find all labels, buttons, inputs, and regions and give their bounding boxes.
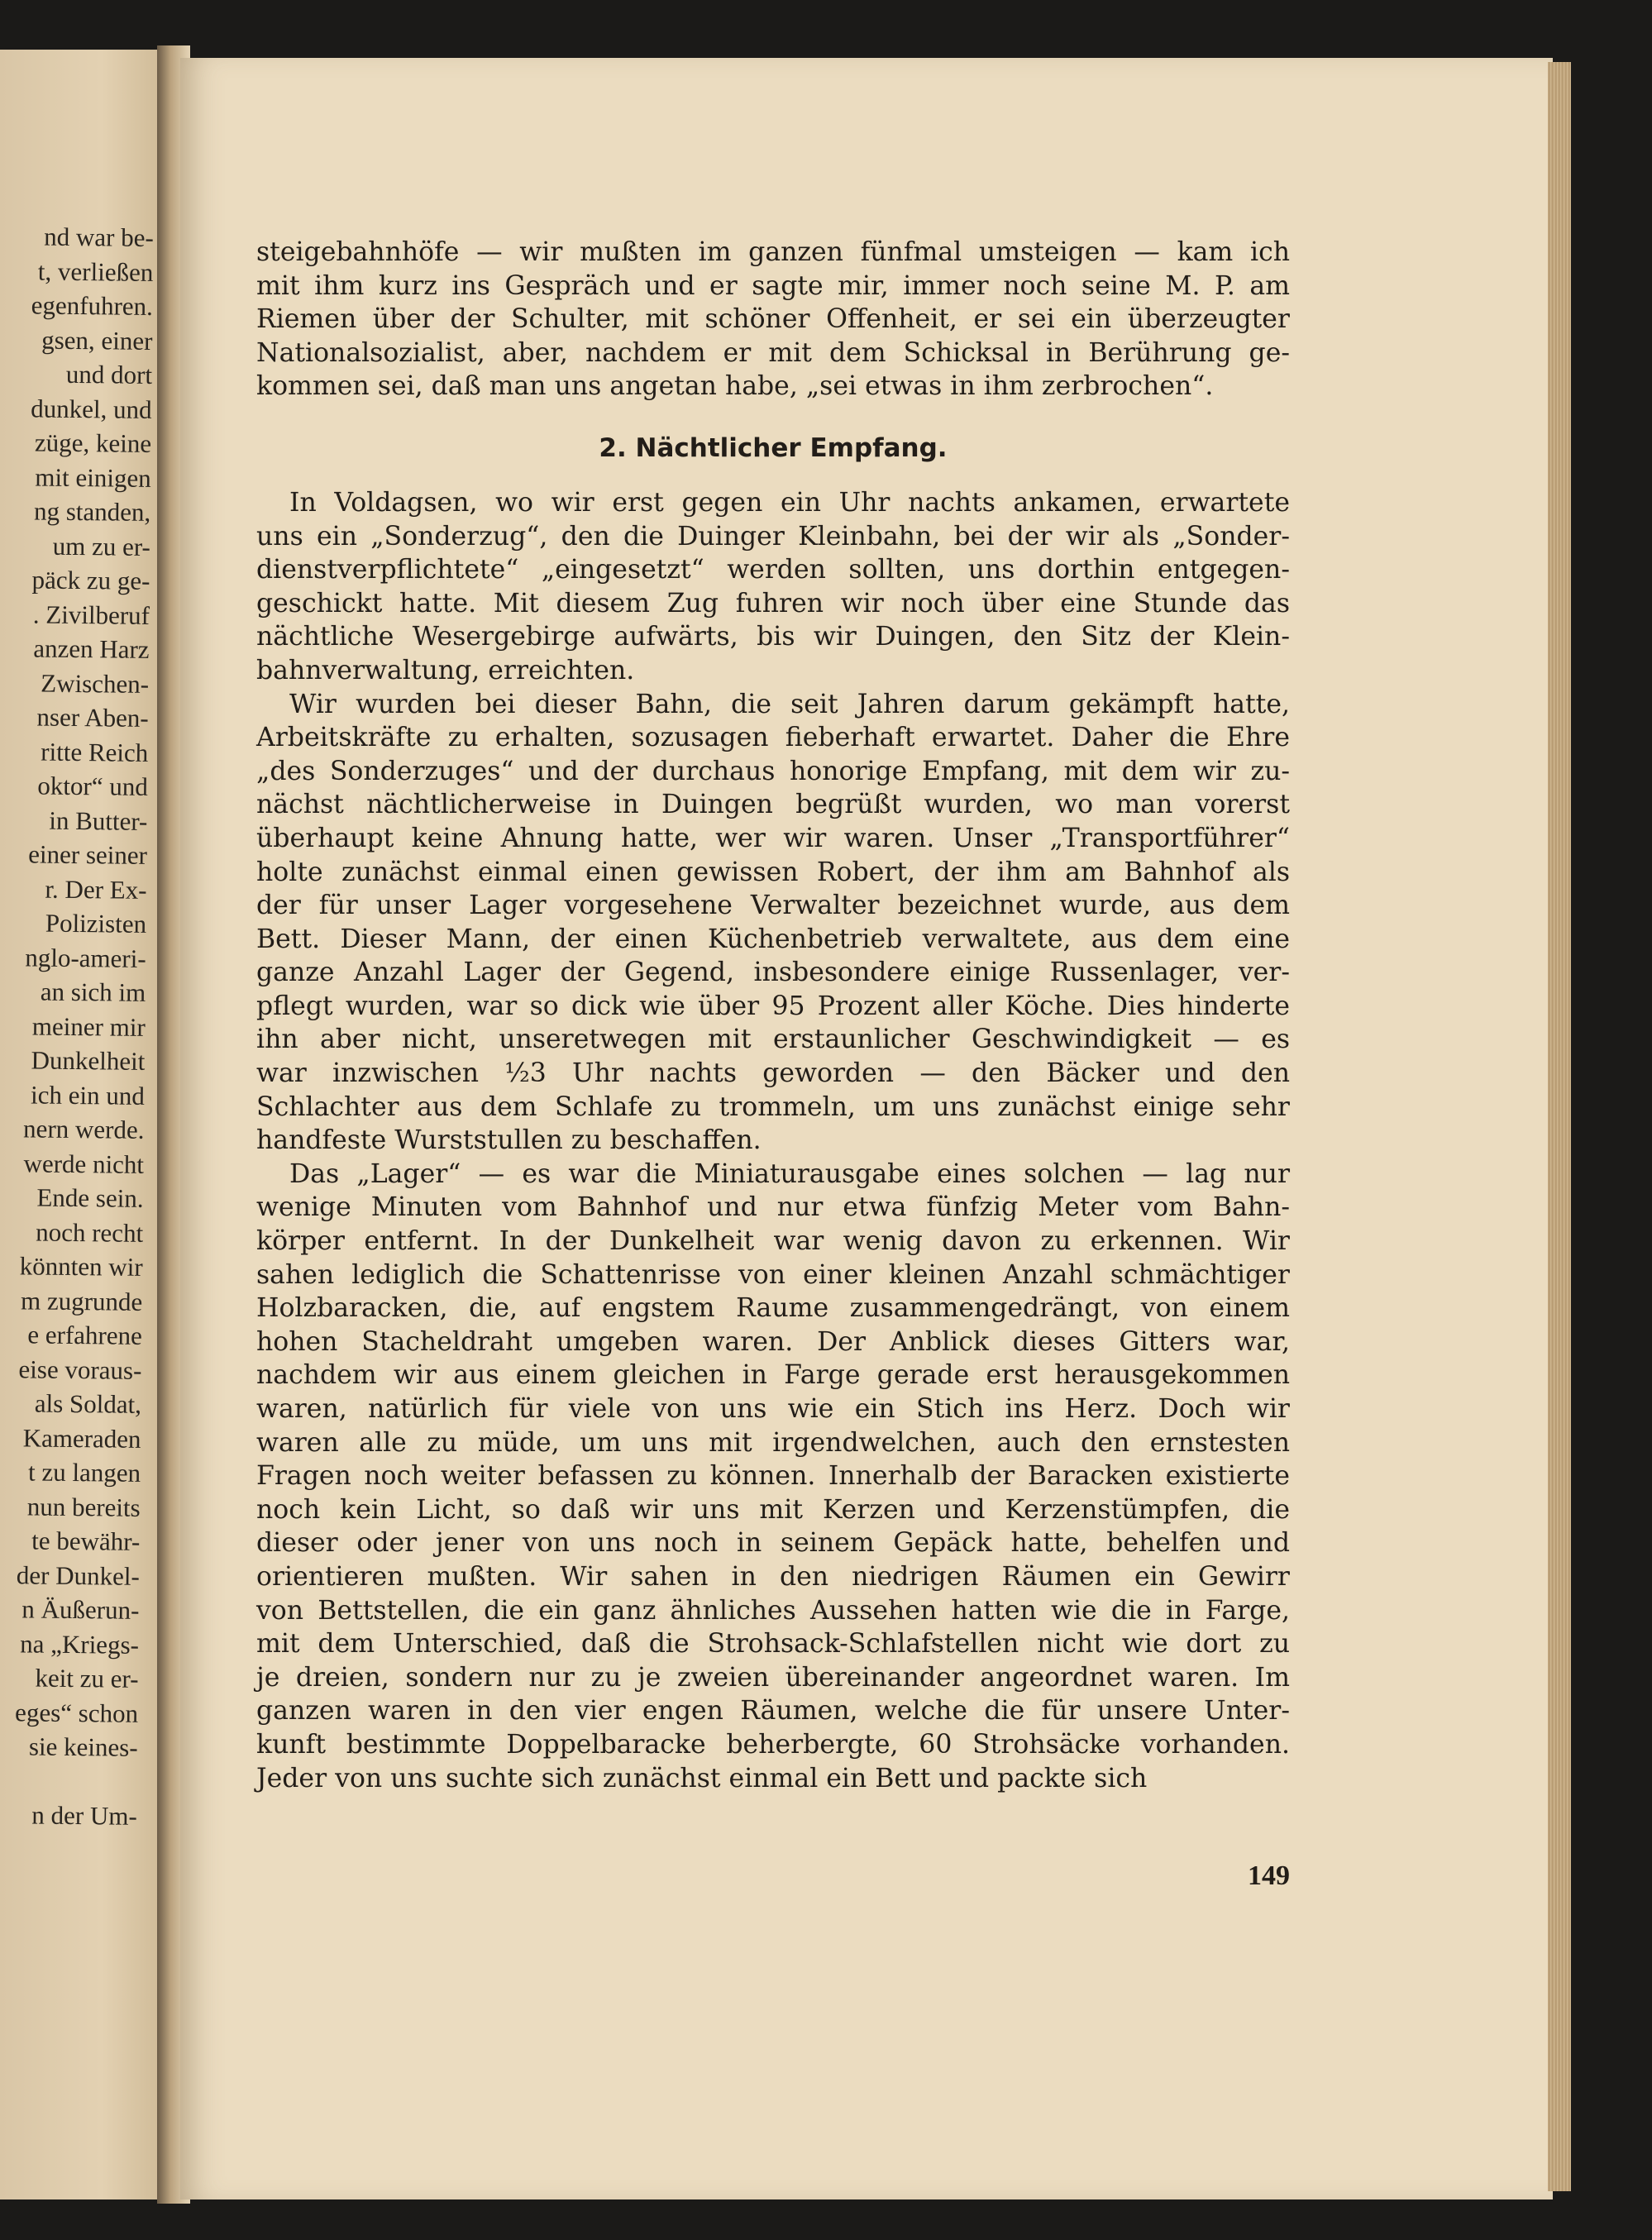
left-page-line: der Dunkel- bbox=[16, 1559, 141, 1591]
text-line: Riemen über der Schulter, mit schöner Offenheit, er sei ein überzeugter bbox=[256, 304, 1290, 335]
text-line: Jeder von uns suchte sich zunächst einmal ein Bett und packte sich bbox=[256, 1763, 1148, 1793]
left-page-line: und dort bbox=[65, 359, 153, 389]
left-page-line: meiner mir bbox=[31, 1010, 146, 1042]
left-page-line: Ende sein. bbox=[36, 1182, 144, 1213]
left-page-line: na „Kriegs- bbox=[20, 1628, 140, 1660]
left-page-line: eges“ schon bbox=[14, 1697, 139, 1728]
left-page-line: nser Aben- bbox=[36, 702, 149, 733]
paragraph-2 bbox=[256, 486, 1290, 688]
left-page-line: ich ein und bbox=[30, 1079, 146, 1110]
text-line: waren alle zu müde, um uns mit irgendwelchen, auch den ernstesten bbox=[256, 1427, 1290, 1458]
text-line: der für unser Lager vorgesehene Verwalter bezeichnet wurde, aus dem bbox=[256, 891, 1290, 921]
left-page-line: Kameraden bbox=[22, 1422, 141, 1454]
text-line: nachdem wir aus einem gleichen in Farge gerade erst herausgekommen bbox=[256, 1360, 1290, 1391]
right-page-text bbox=[256, 236, 1290, 1795]
left-page-line bbox=[0, 1763, 149, 1799]
left-page-line: t, verließen bbox=[37, 256, 154, 287]
page-edge bbox=[1548, 62, 1571, 2191]
text-line: kommen sei, daß man uns angetan habe, „sei etwas in ihm zerbrochen“. bbox=[256, 371, 1214, 402]
left-page bbox=[0, 50, 169, 2199]
text-line: je dreien, sondern nur zu je zweien übereinander angeordnet waren. Im bbox=[256, 1662, 1290, 1693]
text-line: orientieren mußten. Wir sahen in den niedrigen Räumen ein Gewirr bbox=[256, 1561, 1290, 1592]
text-line: dienstverpflichtete“ „eingesetzt“ werden sollten, uns dorthin entgegen- bbox=[256, 555, 1290, 585]
left-page-line: päck zu ge- bbox=[31, 565, 150, 595]
left-page-line: nd war be- bbox=[44, 222, 154, 252]
text-line: geschickt hatte. Mit diesem Zug fuhren wir noch über eine Stunde das bbox=[256, 588, 1290, 619]
text-line: Nationalsozialist, aber, nachdem er mit dem Schicksal in Berührung ge- bbox=[256, 337, 1290, 368]
text-line: „des Sonderzuges“ und der durchaus honorige Empfang, mit dem wir zu- bbox=[256, 756, 1290, 786]
text-line: nächtliche Wesergebirge aufwärts, bis wir Duingen, den Sitz der Klein- bbox=[256, 622, 1290, 652]
text-line: ganzen waren in den vier engen Räumen, welche die für unsere Unter- bbox=[256, 1696, 1290, 1727]
left-page-line: n der Um- bbox=[31, 1800, 137, 1831]
text-line: steigebahnhöfe — wir mußten im ganzen fünfmal umsteigen — kam ich bbox=[256, 237, 1290, 267]
text-line: überhaupt keine Ahnung hatte, wer wir waren. Unser „Transportführer“ bbox=[256, 823, 1290, 853]
text-line: nächst nächtlicherweise in Duingen begrüßt wurden, wo man vorerst bbox=[256, 790, 1290, 820]
left-page-line: . Zivilberuf bbox=[32, 599, 150, 630]
left-page-line: m zugrunde bbox=[20, 1285, 143, 1316]
paragraph-1 bbox=[256, 236, 1290, 404]
text-line: ganze Anzahl Lager der Gegend, insbesondere einige Russenlager, ver- bbox=[256, 958, 1290, 988]
text-line: bahnverwaltung, erreichten. bbox=[256, 655, 635, 685]
paragraph-3 bbox=[256, 688, 1290, 1158]
left-page-line: gsen, einer bbox=[41, 325, 153, 356]
text-line: dieser oder jener von uns noch in seinem Gepäck hatte, behelfen und bbox=[256, 1528, 1290, 1559]
left-page-line: ritte Reich bbox=[41, 737, 149, 767]
text-line: mit ihm kurz ins Gespräch und er sagte mir, immer noch seine M. P. am bbox=[256, 270, 1290, 301]
text-line: Bett. Dieser Mann, der einen Küchenbetrieb verwaltete, aus dem eine bbox=[256, 924, 1290, 954]
left-page-line: werde nicht bbox=[23, 1148, 145, 1179]
text-line: holte zunächst einmal einen gewissen Robert, der ihm am Bahnhof als bbox=[256, 857, 1290, 887]
left-page-line: eise voraus- bbox=[18, 1354, 142, 1385]
left-page-line: oktor“ und bbox=[37, 771, 149, 801]
text-line: hohen Stacheldraht umgeben waren. Der Anblick dieses Gitters war, bbox=[256, 1326, 1290, 1357]
left-page-line: könnten wir bbox=[19, 1251, 143, 1282]
text-line: pflegt wurden, war so dick wie über 95 Prozent aller Köche. Dies hinderte bbox=[256, 991, 1290, 1021]
text-line: waren, natürlich für viele von uns wie ein Stich ins Herz. Doch wir bbox=[256, 1394, 1290, 1424]
left-page-line: t zu langen bbox=[27, 1457, 141, 1488]
text-line: In Voldagsen, wo wir erst gegen ein Uhr nachts ankamen, erwartete bbox=[289, 487, 1290, 518]
text-line: körper entfernt. In der Dunkelheit war wenig davon zu erkennen. Wir bbox=[256, 1226, 1290, 1257]
left-page-line: egenfuhren. bbox=[31, 290, 154, 321]
text-line: Arbeitskräfte zu erhalten, sozusagen fieberhaft erwartet. Daher die Ehre bbox=[256, 723, 1290, 753]
left-page-line: n Äußerun- bbox=[21, 1594, 140, 1625]
left-page-line: nglo-ameri- bbox=[25, 942, 146, 973]
text-line: ihn aber nicht, unseretwegen mit erstaunlicher Geschwindigkeit — es bbox=[256, 1024, 1290, 1055]
text-line: uns ein „Sonderzug“, den die Duinger Kleinbahn, bei der wir als „Sonder- bbox=[256, 521, 1290, 552]
left-page-text bbox=[0, 219, 165, 1833]
left-page-line: Zwischen- bbox=[41, 668, 150, 699]
text-line: war inzwischen ½3 Uhr nachts geworden — den Bäcker und den bbox=[256, 1058, 1290, 1089]
left-page-line: an sich im bbox=[40, 977, 146, 1007]
section-heading: 2. Nächtlicher Empfang. bbox=[599, 432, 948, 463]
left-page-line: ng standen, bbox=[33, 496, 151, 527]
text-line: Fragen noch weiter befassen zu können. Innerhalb der Baracken existierte bbox=[256, 1461, 1290, 1492]
left-page-line: Dunkelheit bbox=[31, 1045, 146, 1076]
text-line: noch kein Licht, so daß wir uns mit Kerzen und Kerzenstümpfen, die bbox=[256, 1494, 1290, 1525]
left-page-line: einer seiner bbox=[28, 839, 148, 870]
text-line: sahen lediglich die Schattenrisse von einer kleinen Anzahl schmächtiger bbox=[256, 1259, 1290, 1290]
left-page-line: anzen Harz bbox=[33, 633, 150, 664]
text-line: mit dem Unterschied, daß die Strohsack-Schlafstellen nicht wie dort zu bbox=[256, 1629, 1290, 1660]
left-page-line: züge, keine bbox=[34, 427, 152, 458]
paragraph-4 bbox=[256, 1158, 1290, 1795]
text-line: von Bettstellen, die ein ganz ähnliches Aussehen hatten wie die in Farge, bbox=[256, 1595, 1290, 1626]
left-page-line: dunkel, und bbox=[31, 393, 152, 424]
left-page-line: in Butter- bbox=[49, 805, 148, 836]
text-line: handfeste Wurststullen zu beschaffen. bbox=[256, 1125, 762, 1156]
left-page-line: um zu er- bbox=[52, 531, 151, 561]
left-page-line: te bewähr- bbox=[31, 1526, 141, 1556]
page-number: 149 bbox=[1248, 1860, 1290, 1891]
left-page-line: noch recht bbox=[36, 1217, 144, 1248]
left-page-line: als Soldat, bbox=[34, 1388, 142, 1419]
left-page-line: nun bereits bbox=[26, 1491, 141, 1522]
left-page-line: Polizisten bbox=[45, 908, 147, 939]
left-page-line: mit einigen bbox=[35, 461, 151, 493]
text-line: Wir wurden bei dieser Bahn, die seit Jahren darum gekämpft hatte, bbox=[289, 689, 1290, 719]
left-page-line: r. Der Ex- bbox=[45, 874, 147, 905]
left-page-line: keit zu er- bbox=[35, 1663, 139, 1693]
text-line: Holzbaracken, die, auf engstem Raume zusammengedrängt, von einem bbox=[256, 1293, 1290, 1324]
text-line: wenige Minuten vom Bahnhof und nur etwa fünfzig Meter vom Bahn- bbox=[256, 1192, 1290, 1223]
left-page-line: nern werde. bbox=[22, 1114, 145, 1144]
left-page-line: sie keines- bbox=[28, 1731, 138, 1762]
text-line: Das „Lager“ — es war die Miniaturausgabe eines solchen — lag nur bbox=[289, 1158, 1290, 1189]
text-line: Schlachter aus dem Schlafe zu trommeln, um uns zunächst einige sehr bbox=[256, 1091, 1290, 1122]
text-line: kunft bestimmte Doppelbaracke beherbergte, 60 Strohsäcke vorhanden. bbox=[256, 1729, 1290, 1760]
left-page-line: e erfahrene bbox=[27, 1320, 143, 1350]
